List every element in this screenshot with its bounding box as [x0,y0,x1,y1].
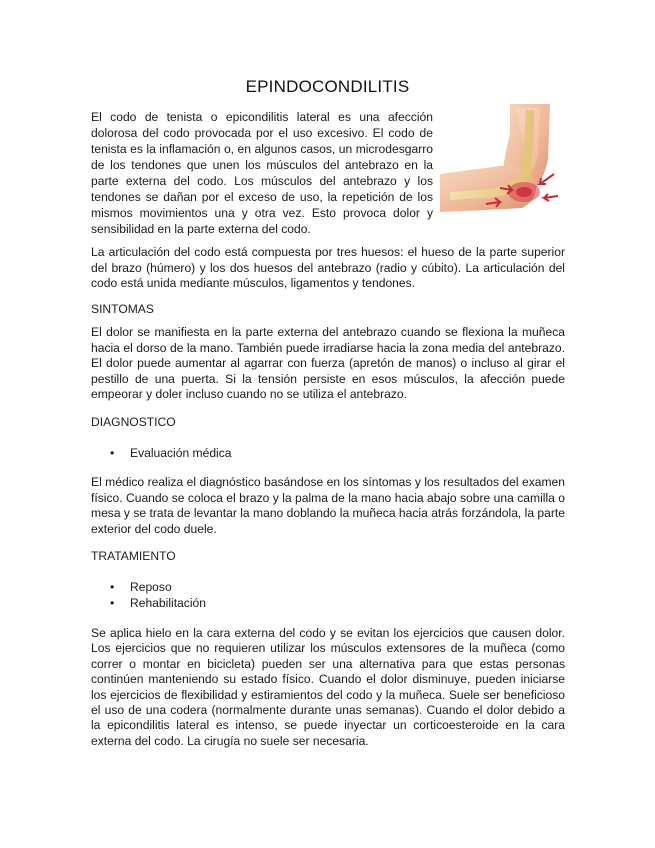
treatment-paragraph: Se aplica hielo en la cara externa del codo y se evitan los ejercicios que causen dolor. Los ejercicios que no requieren utilizar los músculos extensores de la muñeca (como correr o montar en bicicleta) pueden ser una alternativa para que estas personas continúen manteniendo su estado físico. Cuando el dolor disminuye, pueden iniciarse los ejercicios de flexibilidad y estiramientos del codo y la muñeca. Suele ser beneficioso el uso de una codera (normalmente durante unas semanas). Cuando el dolor debido a la epicondilitis lateral es intenso, se puede inyectar un corticoesteroide en la cara externa del codo. La cirugía no suele ser necesaria. [91,626,565,748]
symptoms-paragraph: El dolor se manifiesta en la parte externa del antebrazo cuando se flexiona la muñeca hacia el dorso de la mano. También puede irradiarse hacia la zona media del antebrazo. El dolor puede aumentar al agarrar con fuerza (apretón de manos) o incluso al girar el pestillo de una puerta. Si la tensión persiste en esos músculos, la afección puede empeorar y doler incluso cuando no se utiliza el antebrazo. [91,325,565,402]
diagnosis-paragraph: El médico realiza el diagnóstico basándose en los síntomas y los resultados del examen físico. Cuando se coloca el brazo y la palma de la mano hacia abajo sobre una camilla o mesa y se trata de levantar la mano doblando la muñeca hacia atrás forzándola, la parte exterior del codo duele. [91,475,565,536]
page-title: EPINDOCONDILITIS [245,77,410,96]
diagnosis-heading: DIAGNOSTICO [91,415,176,429]
bullet-symbol: • [110,446,115,460]
treatment-heading: TRATAMIENTO [91,549,176,563]
list-item [110,596,206,612]
bullet-symbol: • [110,595,115,610]
list-item-label: Reposo [130,580,172,594]
symptoms-heading: SINTOMAS [91,302,154,316]
diagnosis-bullet-list [110,446,232,462]
list-item [110,446,232,462]
list-item-label: Evaluación médica [130,446,232,460]
list-item [110,580,206,596]
intro-paragraph: El codo de tenista o epicondilitis lateral es una afección dolorosa del codo provocada por el uso excesivo. El codo de tenista es la inflamación o, en algunos casos, un microdesgarro de los tendones que unen los músculos del antebrazo en la parte externa del codo. Los músculos del antebrazo y los tendones se dañan por el exceso de uso, la repetición de los mismos movimientos una y otra vez. Esto provoca dolor y sensibilidad en la parte externa del codo. [91,110,433,236]
elbow-illustration [440,104,570,220]
list-item-label: Rehabilitación [130,595,206,610]
treatment-bullet-list [110,580,206,611]
anatomy-paragraph: La articulación del codo está compuesta por tres huesos: el hueso de la parte superior del brazo (húmero) y los dos huesos del antebrazo (radio y cúbito). La articulación del codo está unida mediante músculos, ligamentos y tendones. [91,245,565,291]
bullet-symbol: • [110,580,115,594]
